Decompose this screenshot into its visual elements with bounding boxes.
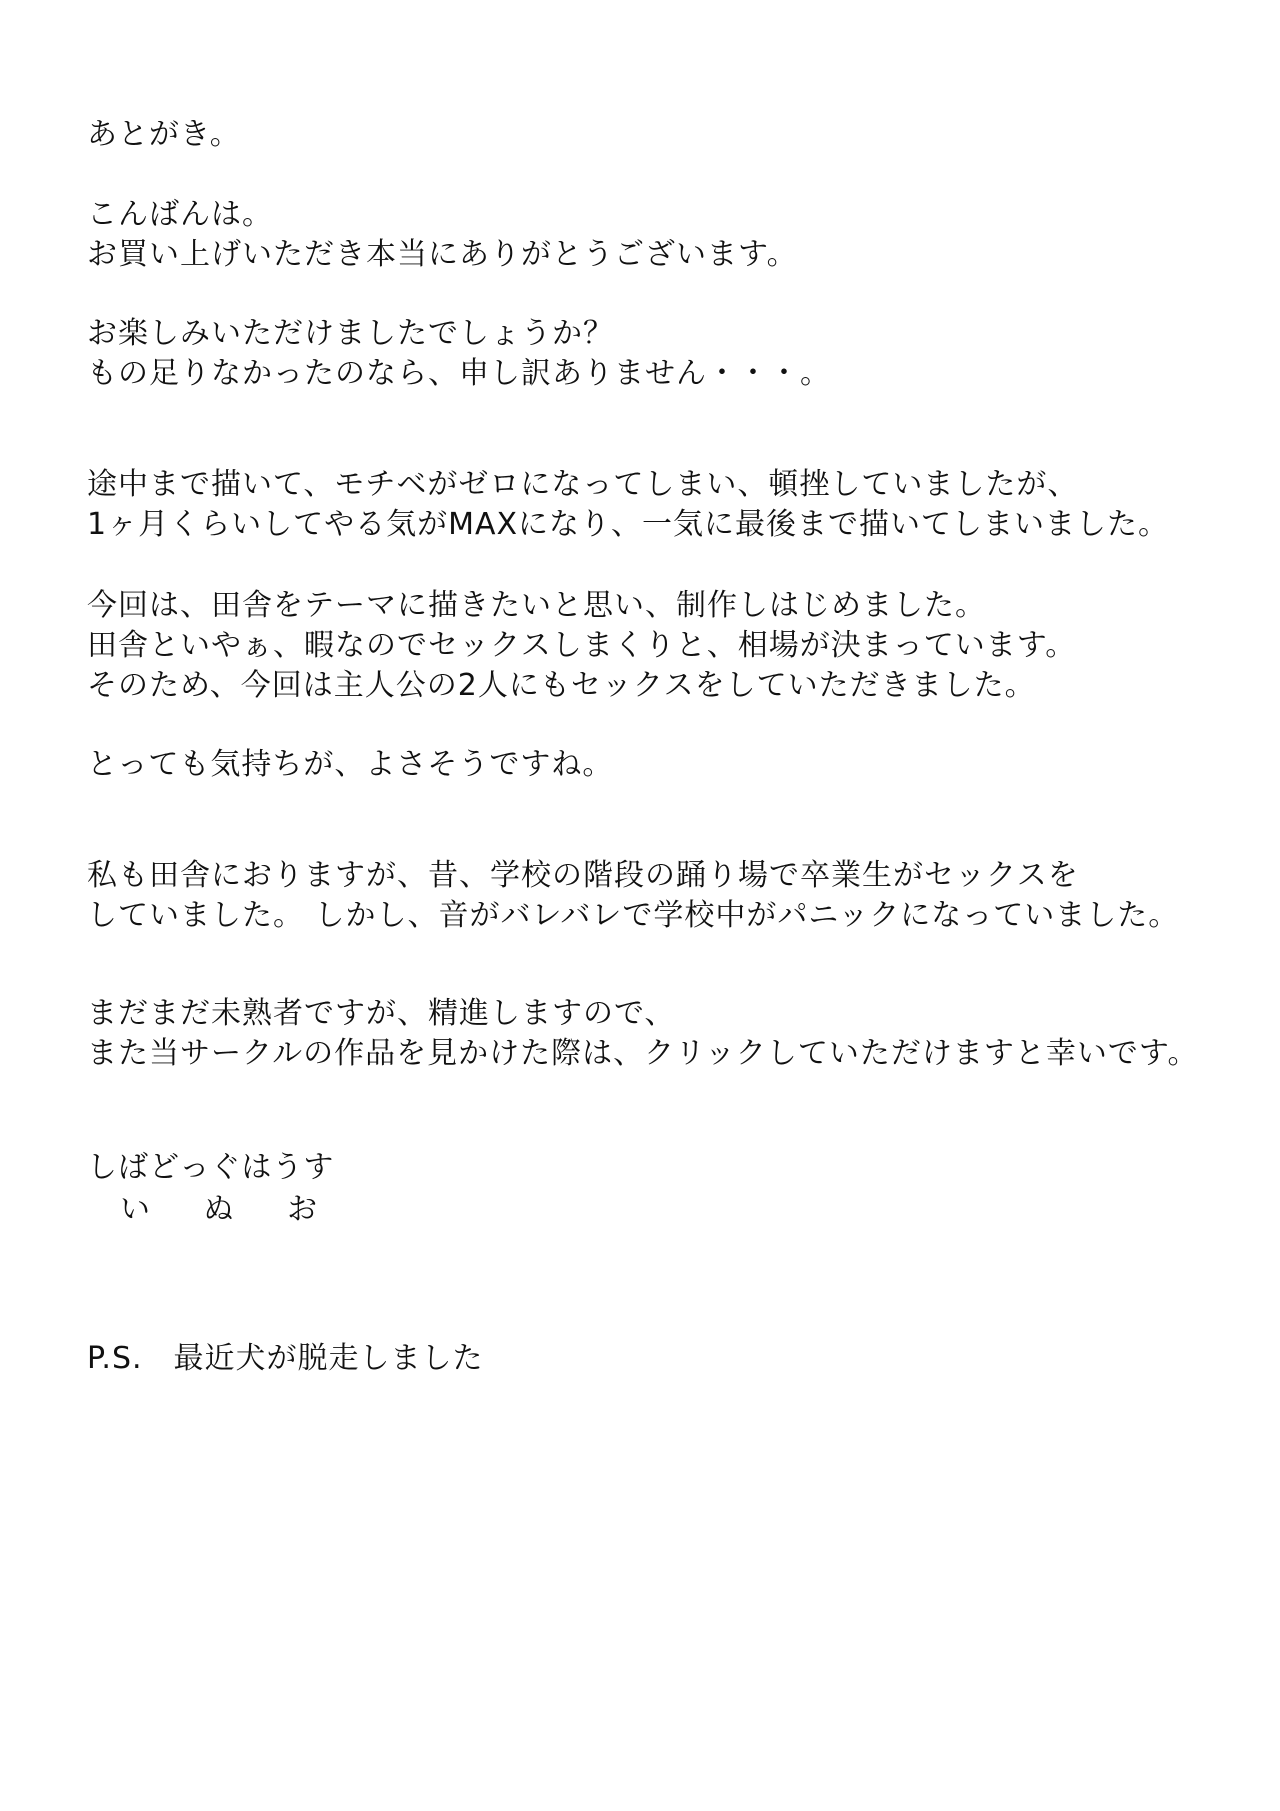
theme-line-2: 田舎といやぁ、暇なのでセックスしまくりと、相場が決まっています。 xyxy=(87,628,1077,663)
progress-line-2: 1ヶ月くらいしてやる気がMAXになり、一気に最後まで描いてしまいました。 xyxy=(87,507,1170,542)
anecdote-line-2: していました。 しかし、音がバレバレで学校中がパニックになっていました。 xyxy=(87,898,1180,933)
anecdote-line-1: 私も田舎におりますが、昔、学校の階段の踊り場で卒業生がセックスを xyxy=(87,858,1079,893)
progress-line-1: 途中まで描いて、モチベがゼロになってしまい、頓挫していましたが、 xyxy=(87,467,1079,502)
feel-line-1: とっても気持ちが、よさそうですね。 xyxy=(87,747,614,782)
greeting-line-1: こんばんは。 xyxy=(87,197,273,232)
afterword-heading: あとがき。 xyxy=(87,117,241,152)
enjoy-line-2: もの足りなかったのなら、申し訳ありません・・・。 xyxy=(87,356,831,391)
enjoy-line-1: お楽しみいただけましたでしょうか？ xyxy=(87,316,614,351)
postscript: P.S. 最近犬が脱走しました xyxy=(87,1341,484,1376)
theme-line-3: そのため、今回は主人公の2人にもセックスをしていただきました。 xyxy=(87,668,1036,703)
closing-line-2: また当サークルの作品を見かけた際は、クリックしていただけますと幸いです。 xyxy=(87,1036,1199,1071)
greeting-line-2: お買い上げいただき本当にありがとうございます。 xyxy=(87,237,798,272)
circle-name: しばどっぐはうす xyxy=(87,1150,335,1185)
theme-line-1: 今回は、田舎をテーマに描きたいと思い、制作しはじめました。 xyxy=(87,588,986,623)
closing-line-1: まだまだ未熟者ですが、精進しますので、 xyxy=(87,996,676,1031)
author-name: い ぬ お xyxy=(120,1192,340,1227)
